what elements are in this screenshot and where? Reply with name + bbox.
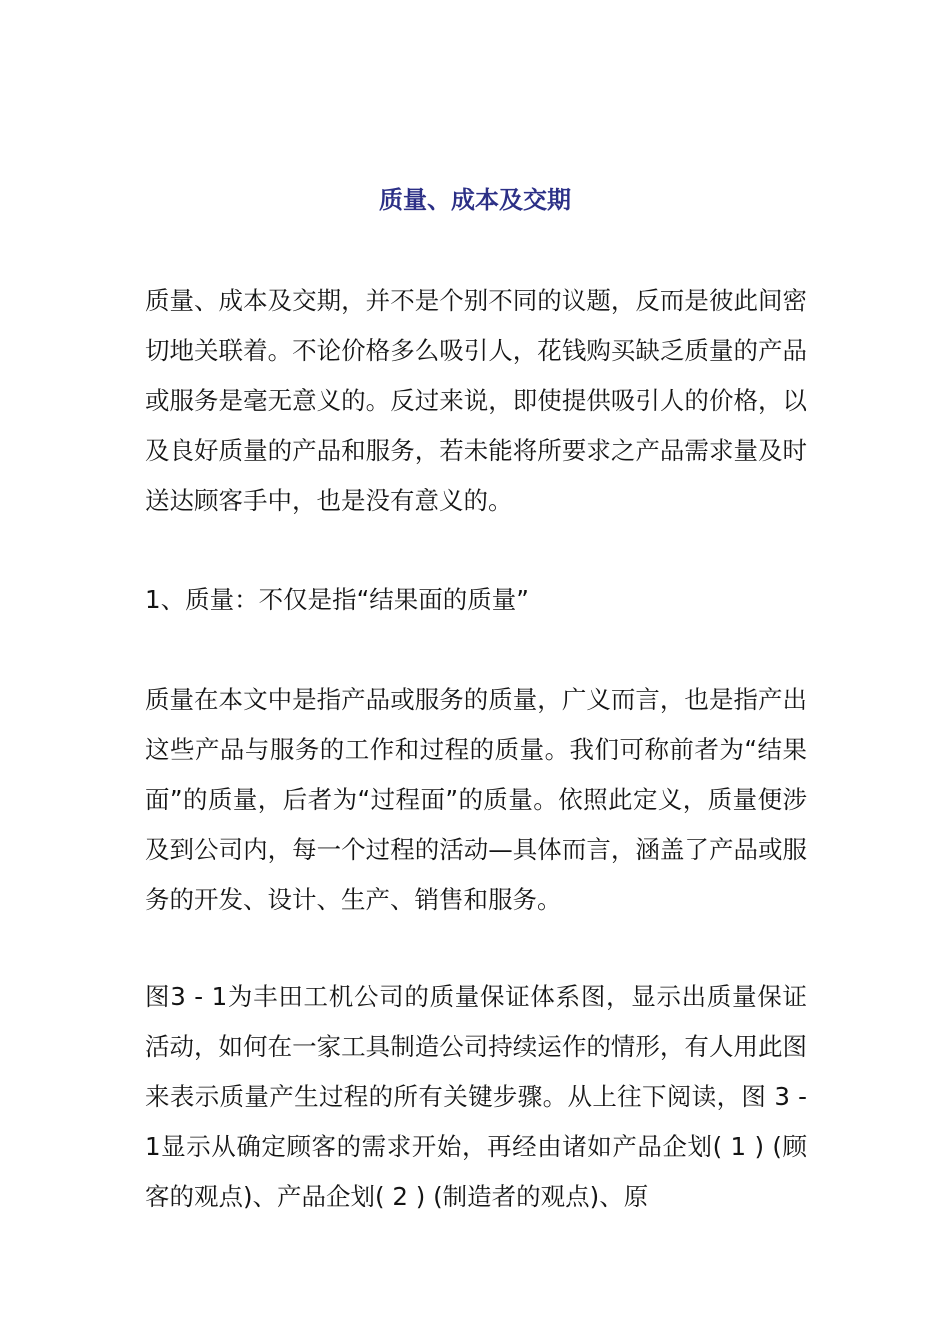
paragraph-figure-description: 图3 - 1为丰田工机公司的质量保证体系图，显示出质量保证活动，如何在一家工具制造公司持续运作的情形，有人用此图来表示质量产生过程的所有关键步骤。从上往下阅读，图 3 - 1显示从确定顾客的需求开始，再经由诸如产品企划( 1 ) (顾客的观点)、产品企划( 2 ) (制造者的观点)、原 [145,982,807,1211]
document-title: 质量、成本及交期 [379,185,571,214]
section-heading-quality: 1、质量：不仅是指“结果面的质量” [145,585,529,614]
paragraph-quality-definition: 质量在本文中是指产品或服务的质量，广义而言，也是指产出这些产品与服务的工作和过程的质量。我们可称前者为“结果面”的质量，后者为“过程面”的质量。依照此定义，质量便涉及到公司内，每一个过程的活动—具体而言，涵盖了产品或服务的开发、设计、生产、销售和服务。 [145,685,807,914]
paragraph-intro: 质量、成本及交期，并不是个别不同的议题，反而是彼此间密切地关联着。不论价格多么吸引人，花钱购买缺乏质量的产品或服务是毫无意义的。反过来说，即使提供吸引人的价格，以及良好质量的产品和服务，若未能将所要求之产品需求量及时送达顾客手中，也是没有意义的。 [145,286,807,515]
